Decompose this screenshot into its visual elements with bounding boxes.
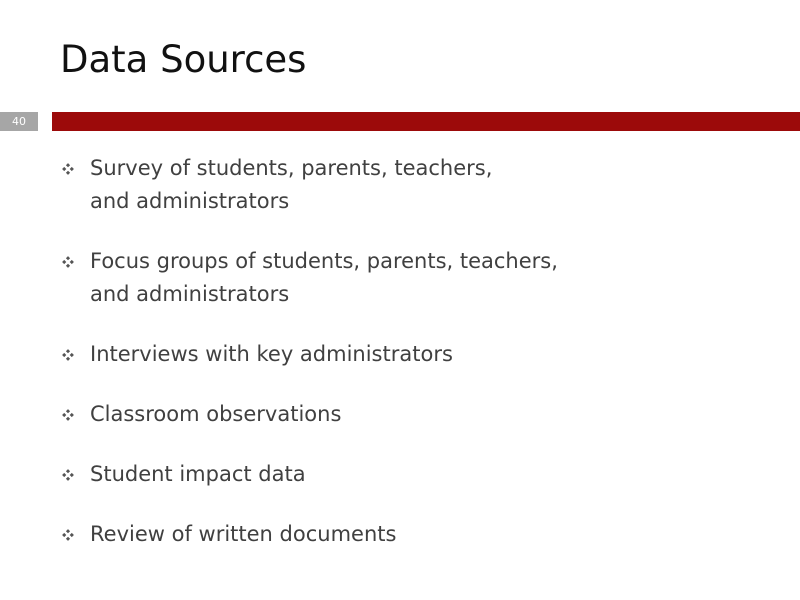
- bullet-text-line: Review of written documents: [90, 522, 397, 546]
- bullet-text-line: Interviews with key administrators: [90, 342, 453, 366]
- bullet-item: [62, 458, 762, 491]
- bullet-text-line: Classroom observations: [90, 402, 342, 426]
- four-diamond-bullet-icon: [62, 469, 74, 481]
- bullet-text-line: Focus groups of students, parents, teachers,: [90, 249, 558, 273]
- bullet-item: [62, 518, 762, 551]
- bullet-text-line: and administrators: [90, 189, 290, 213]
- four-diamond-bullet-icon: [62, 529, 74, 541]
- title-divider-bar: [52, 112, 800, 131]
- four-diamond-bullet-icon: [62, 163, 74, 175]
- bullet-item: [62, 398, 762, 431]
- bullet-item: [62, 245, 762, 311]
- four-diamond-bullet-icon: [62, 256, 74, 268]
- bullet-text-line: Student impact data: [90, 462, 306, 486]
- slide-number: 40: [0, 112, 38, 131]
- bullet-item: [62, 338, 762, 371]
- bullet-text-line: and administrators: [90, 282, 290, 306]
- four-diamond-bullet-icon: [62, 409, 74, 421]
- bullet-list: [62, 152, 762, 578]
- bullet-item: [62, 152, 762, 218]
- slide-title: Data Sources: [60, 38, 307, 81]
- four-diamond-bullet-icon: [62, 349, 74, 361]
- bullet-text-line: Survey of students, parents, teachers,: [90, 156, 493, 180]
